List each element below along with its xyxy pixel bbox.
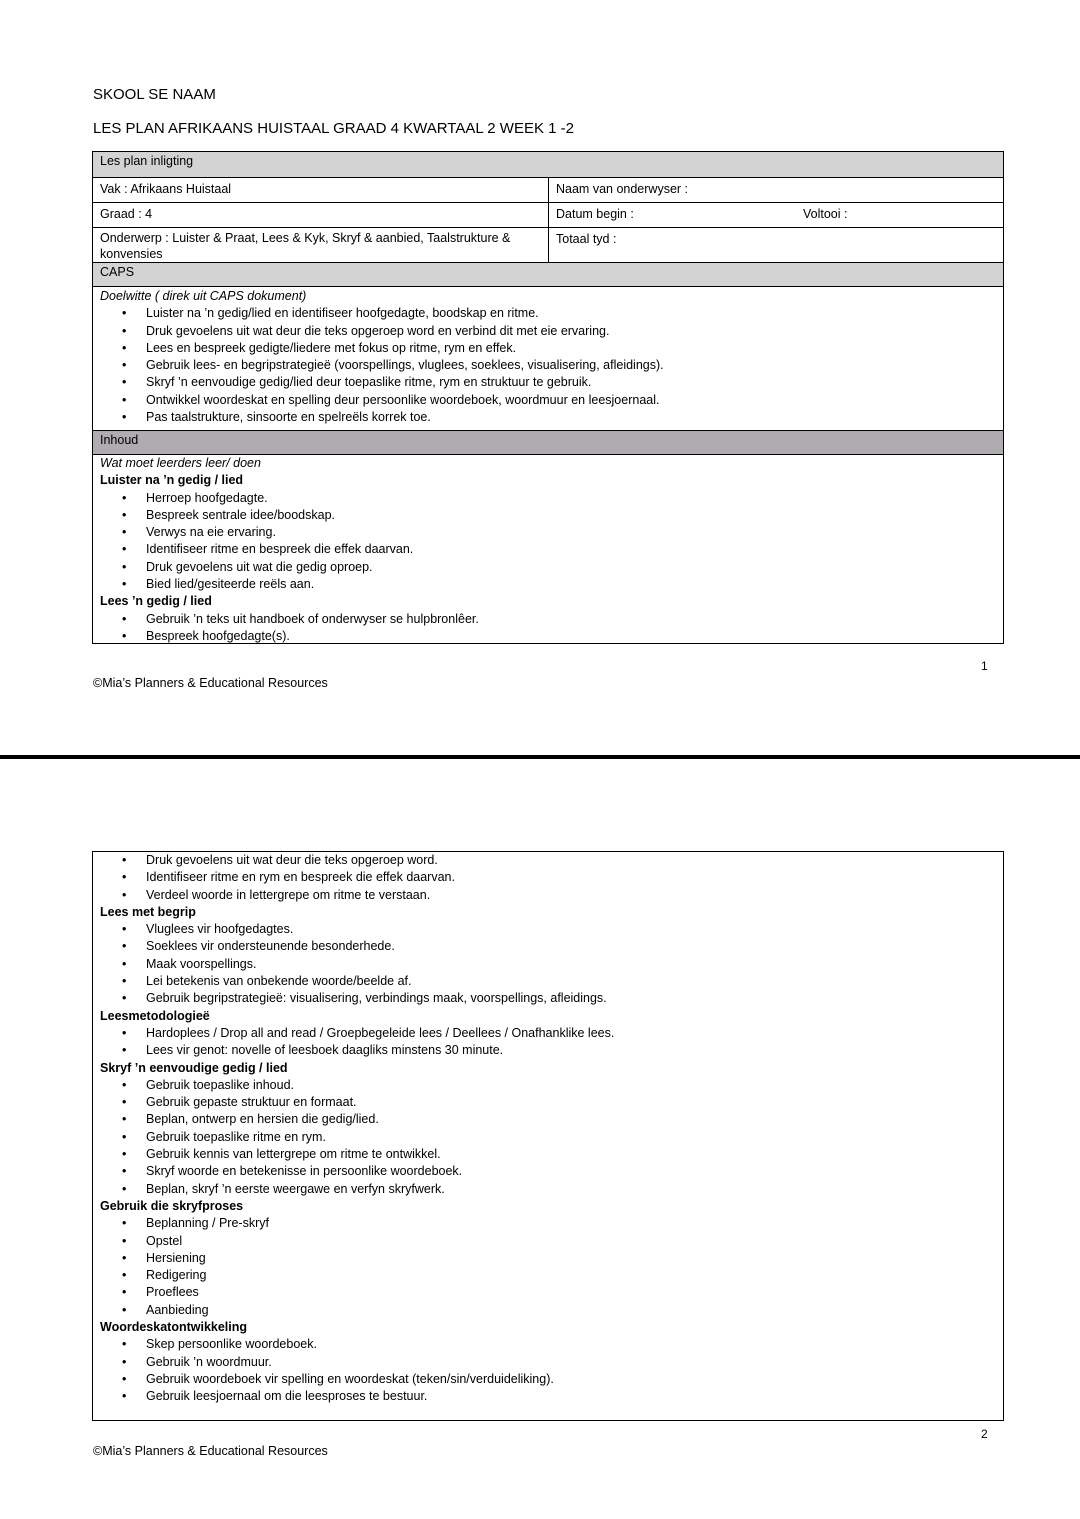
date-begin-label: Datum begin :	[556, 207, 634, 221]
footer-copyright: ©Mia’s Planners & Educational Resources	[93, 1444, 328, 1458]
list-item: • Verwys na eie ervaring.	[100, 524, 996, 541]
topic-row	[93, 227, 1003, 262]
list-item: • Skryf ’n eenvoudige gedig/lied deur toepaslike ritme, rym en struktuur te gebruik.	[100, 374, 996, 391]
list-item: • Druk gevoelens uit wat deur die teks opgeroep word en verbind dit met eie ervaring.	[100, 323, 996, 340]
list-item: • Gebruik toepaslike ritme en rym.	[100, 1129, 996, 1146]
list-item: • Bespreek hoofgedagte(s).	[100, 628, 996, 643]
aims-list	[93, 288, 1003, 426]
list-item: • Gebruik leesjoernaal om die leesproses te bestuur.	[100, 1388, 996, 1405]
list-item: • Ontwikkel woordeskat en spelling deur persoonlike woordeboek, woordmuur en leesjoernaal.	[100, 392, 996, 409]
list-item: • Gebruik lees- en begripstrategieë (voorspellings, vluglees, soeklees, visualisering, afleidings).	[100, 357, 996, 374]
list-item: • Skep persoonlike woordeboek.	[100, 1336, 996, 1353]
subject-cell: Vak : Afrikaans Huistaal	[93, 178, 549, 202]
content-continuation-table	[92, 851, 1004, 1421]
content-list	[93, 455, 1003, 643]
aims-intro: Doelwitte ( direk uit CAPS dokument)	[100, 289, 307, 303]
lesson-plan-table	[92, 151, 1004, 644]
section-heading: Luister na ’n gedig / lied	[100, 473, 244, 488]
list-item: • Beplanning / Pre-skryf	[100, 1215, 996, 1232]
list-item: • Gebruik begripstrategieë: visualisering, verbindings maak, voorspellings, afleidings.	[100, 990, 996, 1007]
list-item: • Gebruik gepaste struktuur en formaat.	[100, 1094, 996, 1111]
list-item: • Lees en bespreek gedigte/liedere met fokus op ritme, rym en effek.	[100, 340, 996, 357]
list-item: • Hersiening	[100, 1250, 996, 1267]
completed-label: Voltooi :	[803, 207, 848, 221]
list-item: • Opstel	[100, 1233, 996, 1250]
list-item: • Redigering	[100, 1267, 996, 1284]
content-row	[93, 454, 1003, 643]
school-name: SKOOL SE NAAM	[93, 86, 216, 103]
list-item: • Luister na ’n gedig/lied en identifiseer hoofgedagte, boodskap en ritme.	[100, 305, 996, 322]
list-item: • Gebruik woordeboek vir spelling en woordeskat (teken/sin/verduideliking).	[100, 1371, 996, 1388]
section-heading: Skryf ’n eenvoudige gedig / lied	[100, 1060, 288, 1075]
total-time-cell: Totaal tyd :	[556, 232, 617, 246]
aims-row	[93, 286, 1003, 430]
list-item: • Verdeel woorde in lettergrepe om ritme te verstaan.	[100, 887, 996, 904]
grade-cell: Graad : 4	[93, 203, 549, 227]
list-item: • Beplan, ontwerp en hersien die gedig/lied.	[100, 1111, 996, 1128]
list-item: • Gebruik kennis van lettergrepe om ritme te ontwikkel.	[100, 1146, 996, 1163]
page-number: 2	[981, 1427, 988, 1441]
subject-row	[93, 177, 1003, 202]
caps-header-row	[93, 262, 1003, 286]
list-item: • Lei betekenis van onbekende woorde/beelde af.	[100, 973, 996, 990]
teacher-cell: Naam van onderwyser :	[556, 182, 689, 196]
list-item: • Vluglees vir hoofgedagtes.	[100, 921, 996, 938]
list-item: • Soeklees vir ondersteunende besonderhede.	[100, 938, 996, 955]
page-1	[0, 0, 1080, 755]
list-item: • Gebruik toepaslike inhoud.	[100, 1077, 996, 1094]
lesson-plan-title: LES PLAN AFRIKAANS HUISTAAL GRAAD 4 KWARTAAL 2 WEEK 1 -2	[93, 120, 574, 137]
list-item: • Herroep hoofgedagte.	[100, 490, 996, 507]
list-item: • Bespreek sentrale idee/boodskap.	[100, 507, 996, 524]
content-header-row	[93, 430, 1003, 454]
list-item: • Gebruik ’n teks uit handboek of onderwyser se hulpbronlêer.	[100, 611, 996, 628]
list-item: • Hardoplees / Drop all and read / Groepbegeleide lees / Deellees / Onafhanklike lees.	[100, 1025, 996, 1042]
list-item: • Skryf woorde en betekenisse in persoonlike woordeboek.	[100, 1163, 996, 1180]
list-item: • Druk gevoelens uit wat deur die teks opgeroep word.	[100, 852, 996, 869]
list-item: • Druk gevoelens uit wat die gedig oproep.	[100, 559, 996, 576]
list-item: • Aanbieding	[100, 1302, 996, 1319]
section-heading: Leesmetodologieë	[100, 1008, 210, 1023]
date-cell	[549, 203, 1003, 227]
grade-row	[93, 202, 1003, 227]
list-item: • Lees vir genot: novelle of leesboek daagliks minstens 30 minute.	[100, 1042, 996, 1059]
topic-cell: Onderwerp : Luister & Praat, Lees & Kyk, Skryf & aanbied, Taalstrukture & konvensies	[93, 228, 549, 262]
section-heading: Lees met begrip	[100, 904, 196, 919]
page-2	[0, 759, 1080, 1519]
section-heading: Gebruik die skryfproses	[100, 1198, 244, 1213]
info-header-row	[93, 152, 1003, 177]
list-item: • Bied lied/gesiteerde reëls aan.	[100, 576, 996, 593]
list-item: • Maak voorspellings.	[100, 956, 996, 973]
content-intro: Wat moet leerders leer/ doen	[100, 456, 261, 470]
info-header: Les plan inligting	[100, 154, 194, 168]
list-item: • Gebruik ’n woordmuur.	[100, 1354, 996, 1371]
footer-copyright: ©Mia’s Planners & Educational Resources	[93, 676, 328, 690]
list-item: • Identifiseer ritme en bespreek die effek daarvan.	[100, 541, 996, 558]
section-heading: Lees ’n gedig / lied	[100, 594, 212, 609]
page-number: 1	[981, 659, 988, 673]
content-header: Inhoud	[100, 433, 139, 447]
list-item: • Beplan, skryf ’n eerste weergawe en verfyn skryfwerk.	[100, 1181, 996, 1198]
content-list-continued	[93, 852, 1003, 1406]
list-item: • Pas taalstrukture, sinsoorte en spelreëls korrek toe.	[100, 409, 996, 426]
caps-header: CAPS	[100, 265, 135, 279]
list-item: • Proeflees	[100, 1284, 996, 1301]
list-item: • Identifiseer ritme en rym en bespreek die effek daarvan.	[100, 869, 996, 886]
section-heading: Woordeskatontwikkeling	[100, 1320, 248, 1335]
